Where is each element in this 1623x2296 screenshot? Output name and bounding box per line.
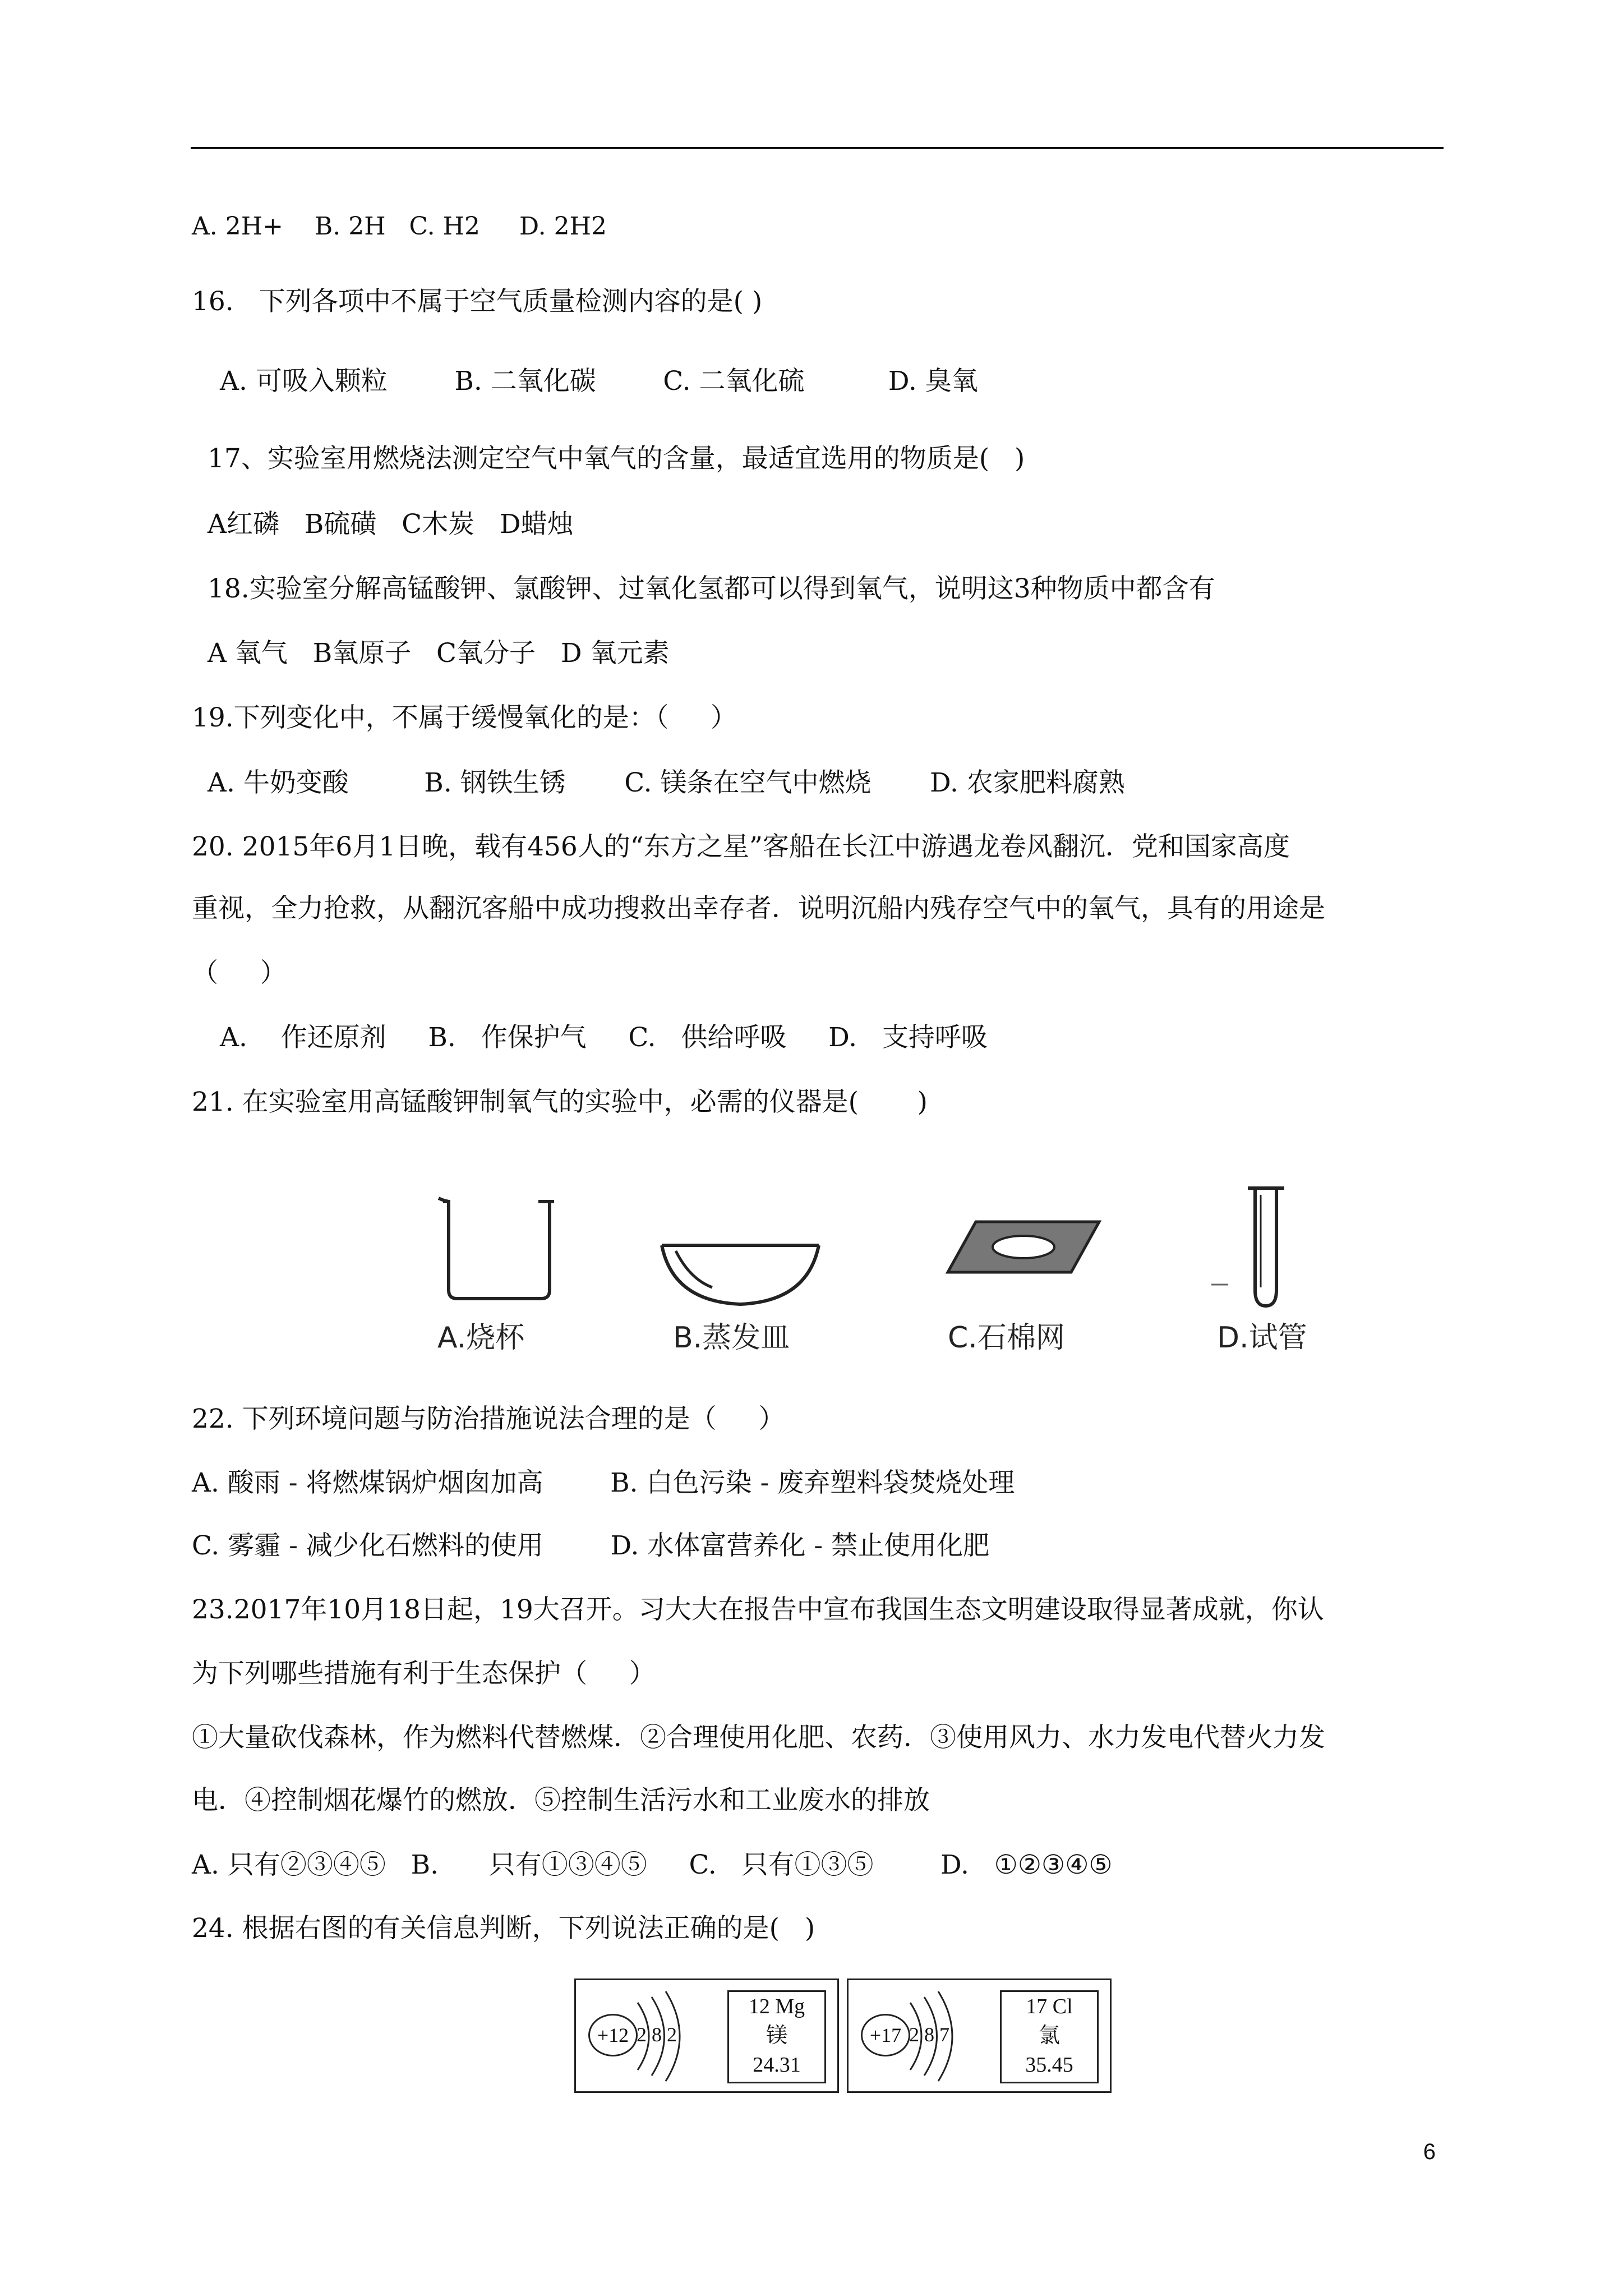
q19-options: A. 牛奶变酸 B. 钢铁生锈 C. 镁条在空气中燃烧 D. 农家肥料腐熟 [208,767,1125,798]
cl-element-card [1000,1990,1099,2083]
mg-element-card [727,1990,826,2083]
mg-mass: 24.31 [753,2053,801,2077]
apparatus-label-c: C.石棉网 [948,1321,1065,1355]
apparatus-label-a: A.烧杯 [437,1321,525,1355]
evaporating-dish-icon [662,1245,819,1304]
asbestos-gauze-icon [948,1222,1099,1272]
cl-nucleus: +17 [861,2014,910,2056]
cl-number-symbol: 17 Cl [1026,1995,1073,2018]
apparatus-label-d: D.试管 [1217,1321,1307,1355]
test-tube-icon [1211,1188,1284,1306]
header-rule [191,147,1444,149]
q23-stem-line2: 为下列哪些措施有利于生态保护（ ） [192,1658,656,1689]
mg-info-box [574,1978,839,2093]
q16-options: A. 可吸入颗粒 B. 二氧化碳 C. 二氧化硫 D. 臭氧 [220,366,978,397]
apparatus-label-b: B.蒸发皿 [673,1321,790,1355]
q20-stem-line2: 重视，全力抢救，从翻沉客船中成功搜救出幸存者．说明沉船内残存空气中的氧气，具有的用途是 [192,893,1325,924]
q16-stem: 16. 下列各项中不属于空气质量检测内容的是( ) [192,286,763,317]
q20-options: A. 作还原剂 B. 作保护气 C. 供给呼吸 D. 支持呼吸 [220,1022,988,1053]
q20-stem-line3: （ ） [192,958,287,988]
apparatus-figure [426,1178,1324,1369]
q23-measures-line2: 电．④控制烟花爆竹的燃放．⑤控制生活污水和工业废水的排放 [192,1785,930,1816]
cl-mass: 35.45 [1025,2053,1073,2077]
q18-options: A 氧气 B氧原子 C氧分子 D 氧元素 [208,638,670,669]
q22-options-cd: C. 雾霾 - 减少化石燃料的使用 D. 水体富营养化 - 禁止使用化肥 [192,1530,990,1561]
mg-nucleus: +12 [588,2014,638,2056]
q15-options: A. 2H+ B. 2H C. H2 D. 2H2 [192,212,607,241]
q22-options-ab: A. 酸雨 - 将燃煤锅炉烟囱加高 B. 白色污染 - 废弃塑料袋焚烧处理 [192,1467,1015,1498]
cl-info-box [847,1978,1112,2093]
q20-stem-line1: 20. 2015年6月1日晚，载有456人的“东方之星”客船在长江中游遇龙卷风翻沉．党和国家高度 [192,831,1290,862]
q23-measures-line1: ①大量砍伐森林，作为燃料代替燃煤．②合理使用化肥、农药．③使用风力、水力发电代替火力发 [192,1722,1325,1753]
q22-stem: 22. 下列环境问题与防治措施说法合理的是（ ） [192,1404,785,1434]
mg-name: 镁 [766,2024,787,2047]
mg-electron-shells: 2 8 2 [637,2023,677,2046]
mg-number-symbol: 12 Mg [748,1995,805,2018]
q18-stem: 18.实验室分解高锰酸钾、氯酸钾、过氧化氢都可以得到氧气，说明这3种物质中都含有 [208,573,1215,604]
q19-stem: 19.下列变化中，不属于缓慢氧化的是：（ ） [192,702,737,733]
q17-options: A红磷 B硫磺 C木炭 D蜡烛 [208,509,574,540]
cl-name: 氯 [1038,2024,1060,2047]
q21-stem: 21. 在实验室用高锰酸钾制氧气的实验中，必需的仪器是( ) [192,1087,928,1117]
q17-stem: 17、实验室用燃烧法测定空气中氧气的含量，最适宜选用的物质是( ) [208,443,1025,474]
q23-stem-line1: 23.2017年10月18日起，19大召开。习大大在报告中宣布我国生态文明建设取得显著成就，你认 [192,1594,1324,1625]
apparatus-drawing [426,1178,1324,1369]
beaker-icon [439,1198,554,1299]
page-number: 6 [1423,2139,1436,2164]
cl-electron-shells: 2 8 7 [909,2023,949,2046]
q23-options: A. 只有②③④⑤ B. 只有①③④⑤ C. 只有①③⑤ D. ①②③④⑤ [192,1849,1113,1880]
q24-stem: 24. 根据右图的有关信息判断，下列说法正确的是( ) [192,1913,815,1944]
